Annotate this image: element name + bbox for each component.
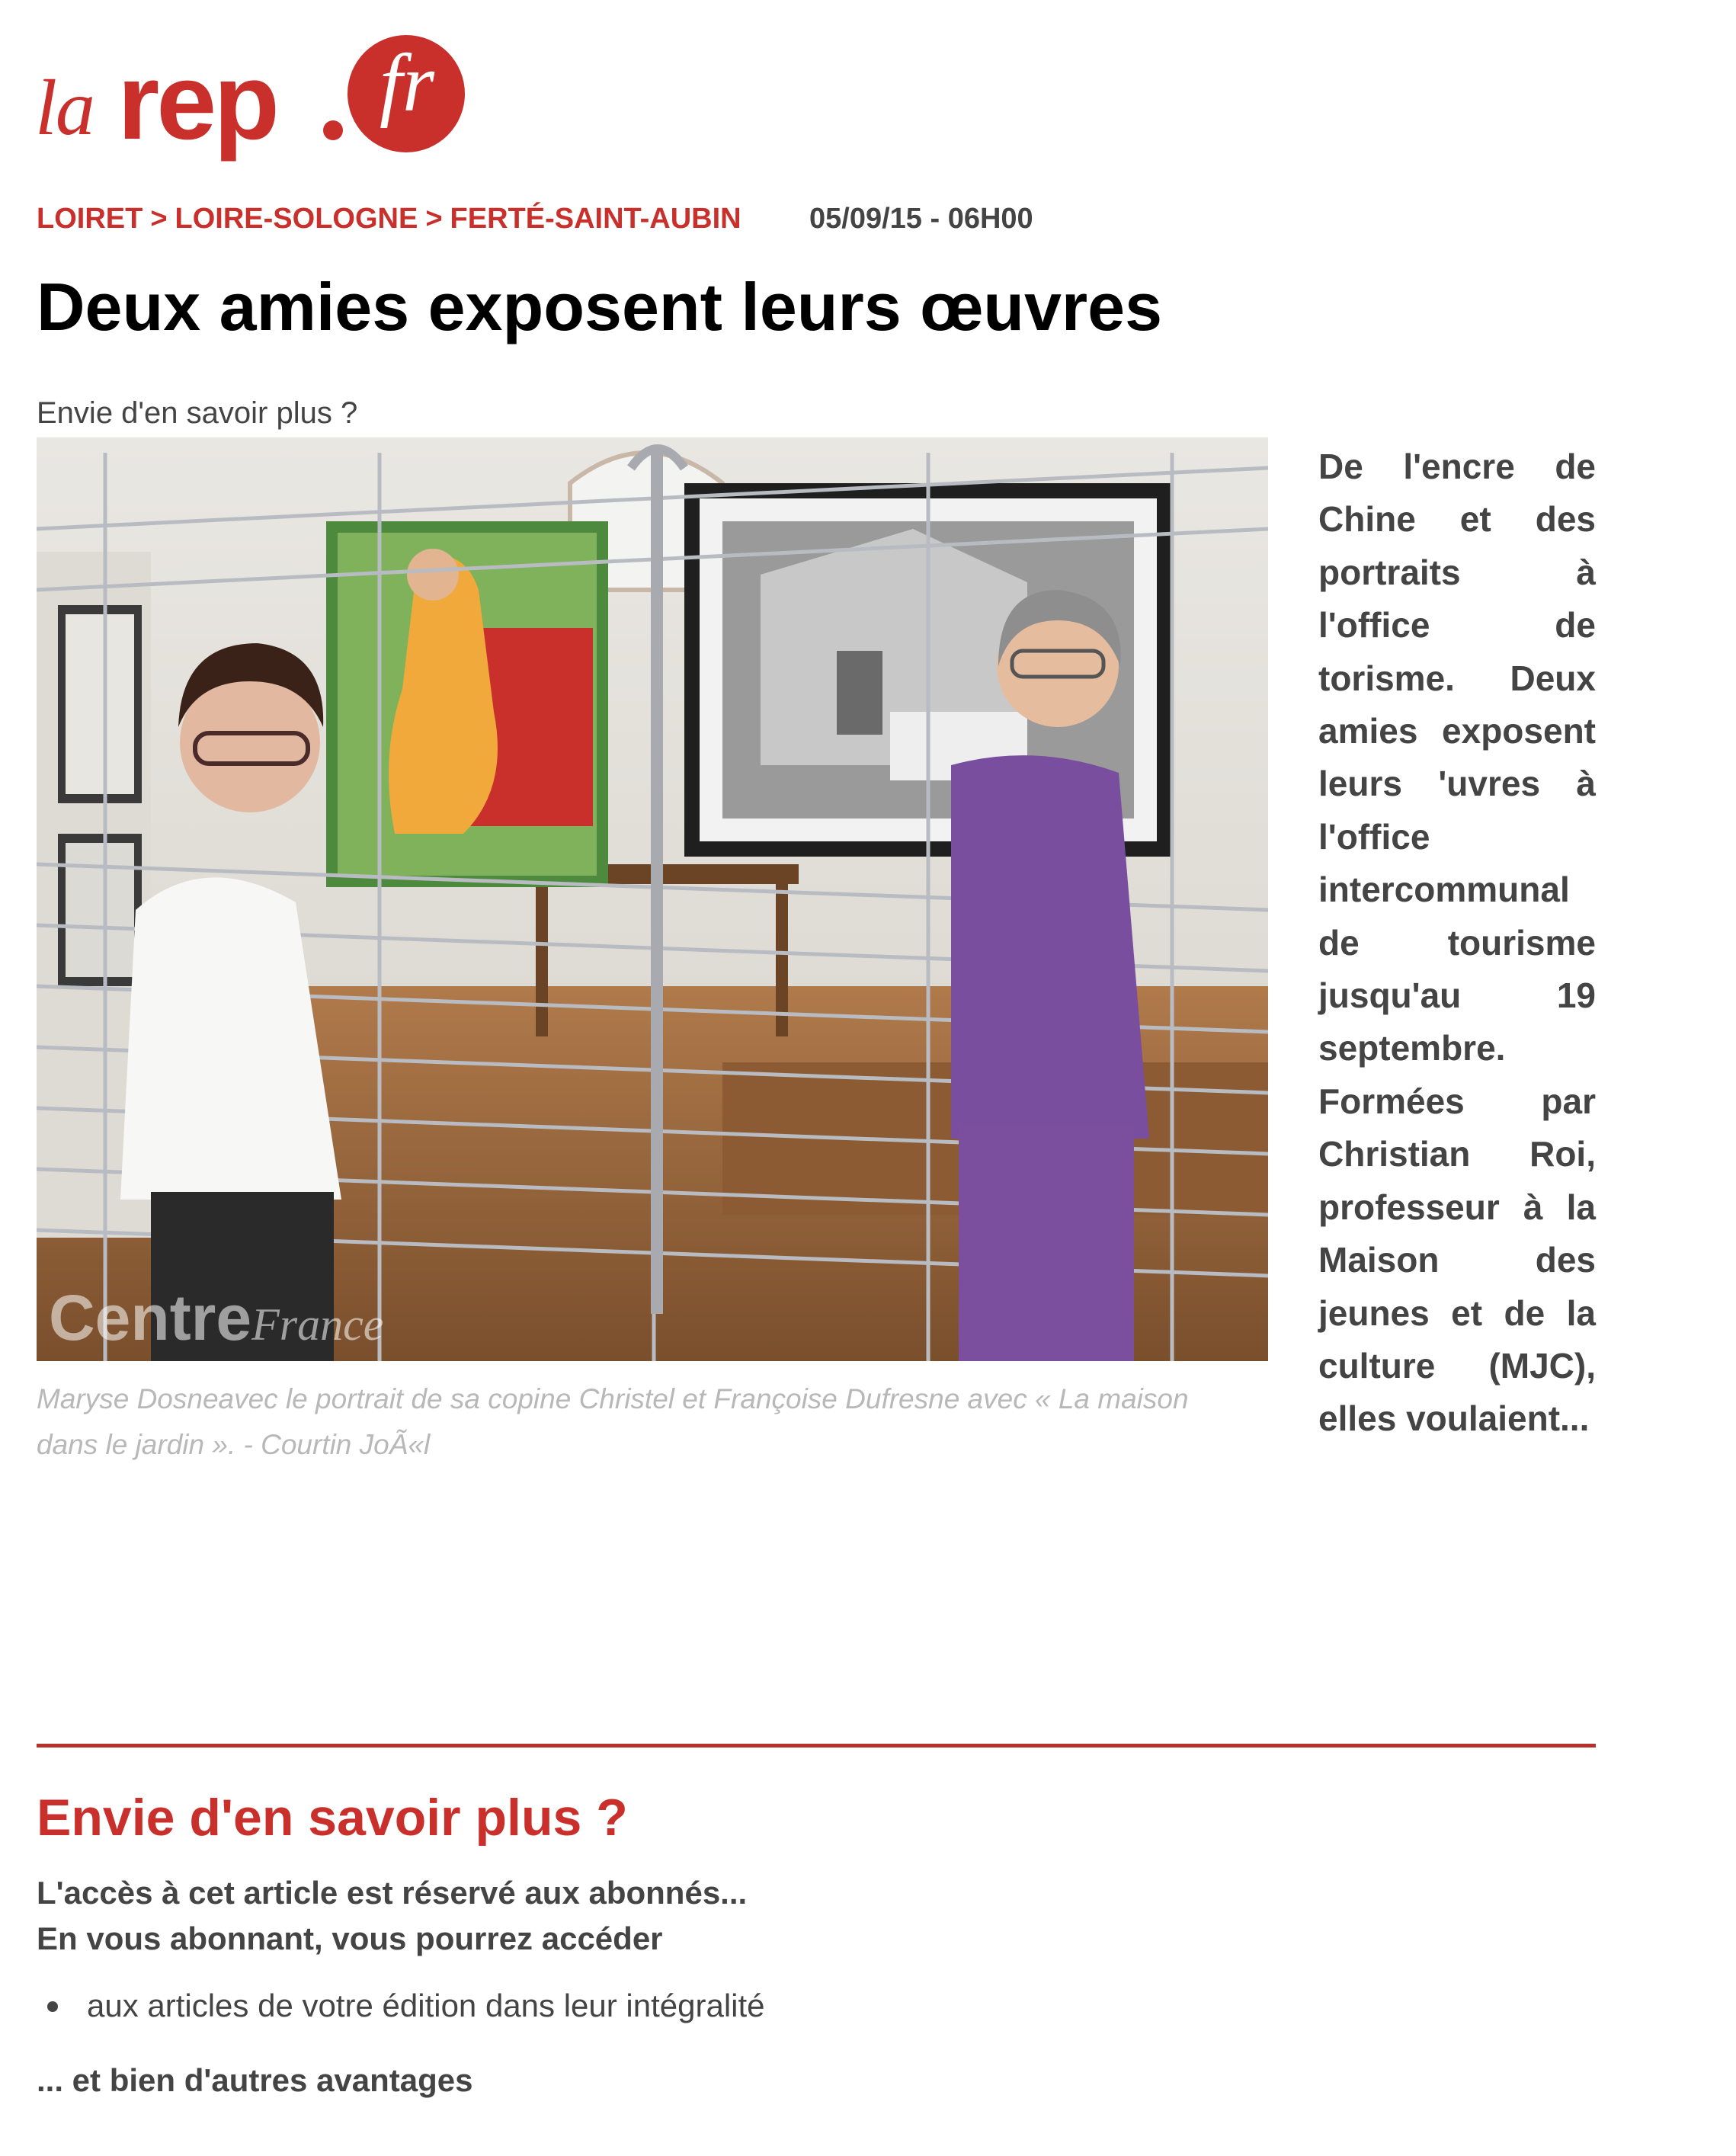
paywall-more-benefits: ... et bien d'autres avantages bbox=[37, 2062, 473, 2098]
paywall-subscribe-intro: En vous abonnant, vous pourrez accéder bbox=[37, 1921, 663, 1956]
list-item bbox=[37, 1988, 765, 2024]
breadcrumb-item-loiret[interactable]: LOIRET bbox=[37, 203, 143, 235]
breadcrumb-separator: > bbox=[425, 203, 443, 235]
benefit-text: aux articles de votre édition dans leur intégralité bbox=[87, 1988, 765, 2023]
article-teaser: Envie d'en savoir plus ? bbox=[37, 396, 358, 430]
article-title: Deux amies exposent leurs œuvres bbox=[37, 269, 1163, 344]
logo-fr: fr bbox=[379, 38, 435, 129]
photo-caption: Maryse Dosneavec le portrait de sa copine Christel et Françoise Dufresne avec « La maison dans le jardin ». - Courtin JoÃ«l bbox=[37, 1383, 1189, 1460]
paywall-benefits-list bbox=[37, 1988, 765, 2024]
photo-illustration bbox=[37, 437, 1268, 1361]
paywall-title: Envie d'en savoir plus ? bbox=[37, 1789, 628, 1847]
paywall-subscriber-notice: L'accès à cet article est réservé aux abonnés... bbox=[37, 1875, 748, 1911]
breadcrumb bbox=[37, 203, 741, 235]
logo-rep: rep bbox=[117, 41, 277, 162]
photo-watermark bbox=[49, 1281, 383, 1355]
bullet-icon bbox=[47, 2001, 58, 2012]
breadcrumb-item-ferte-saint-aubin[interactable]: FERTÉ-SAINT-AUBIN bbox=[450, 203, 741, 235]
site-logo[interactable] bbox=[35, 30, 447, 160]
article-photo bbox=[37, 437, 1268, 1361]
publish-date: 05/09/15 - 06H00 bbox=[809, 203, 1033, 235]
paywall-divider bbox=[37, 1744, 1596, 1748]
logo-la: la bbox=[35, 64, 94, 152]
watermark-brand: Centre bbox=[49, 1282, 252, 1354]
breadcrumb-item-loire-sologne[interactable]: LOIRE-SOLOGNE bbox=[175, 203, 418, 235]
article-summary: De l'encre de Chine et des portraits à l'office de torisme. Deux amies exposent leurs 'uvres à l'office intercommunal de tourisme jusqu'au 19 septembre. Formées par Christian Roi, professeur à la Maison des jeunes et de la culture (MJC), elles voulaient... bbox=[1318, 447, 1596, 1439]
breadcrumb-separator: > bbox=[150, 203, 168, 235]
logo-dot bbox=[323, 120, 343, 140]
watermark-brand-suffix: France bbox=[251, 1299, 384, 1350]
